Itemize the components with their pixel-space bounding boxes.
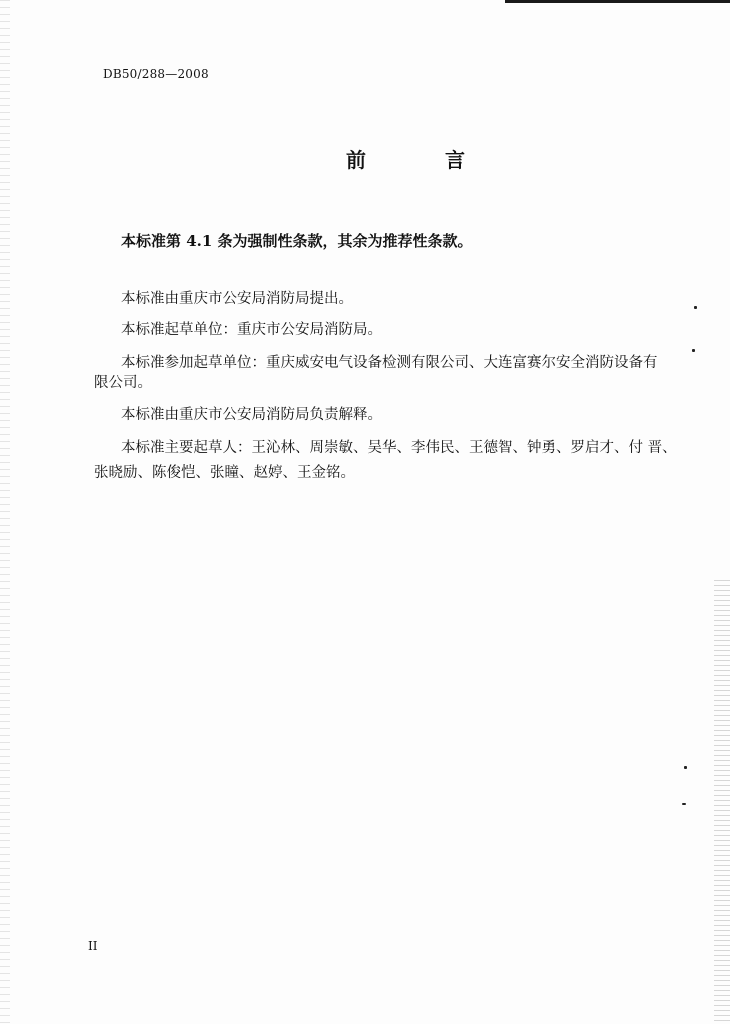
main-drafters-paragraph: 本标准主要起草人：王沁林、周崇敏、吴华、李伟民、王德智、钟勇、罗启才、付 晋、 (121, 440, 677, 456)
mandatory-clause-note: 本标准第 4.1 条为强制性条款，其余为推荐性条款。 (121, 232, 473, 250)
scan-speck (684, 766, 687, 769)
standard-code: DB50/288—2008 (103, 67, 209, 81)
scan-speck (682, 803, 686, 805)
scan-artifact-right (714, 580, 730, 1024)
participating-units-paragraph: 本标准参加起草单位：重庆威安电气设备检测有限公司、大连富赛尔安全消防设备有 (121, 355, 658, 371)
interpreted-by-paragraph: 本标准由重庆市公安局消防局负责解释。 (121, 407, 382, 423)
proposed-by-paragraph: 本标准由重庆市公安局消防局提出。 (121, 291, 353, 307)
scan-speck (692, 349, 695, 352)
page-title: 前 言 (346, 148, 501, 172)
scan-speck (694, 306, 697, 309)
page-number: II (88, 939, 98, 953)
top-border-line (505, 0, 730, 3)
drafting-unit-paragraph: 本标准起草单位：重庆市公安局消防局。 (121, 322, 382, 338)
participating-units-continuation: 限公司。 (94, 375, 152, 391)
main-drafters-continuation: 张晓励、陈俊恺、张瞳、赵婷、王金铭。 (94, 465, 355, 481)
scan-artifact-left (0, 0, 10, 1024)
